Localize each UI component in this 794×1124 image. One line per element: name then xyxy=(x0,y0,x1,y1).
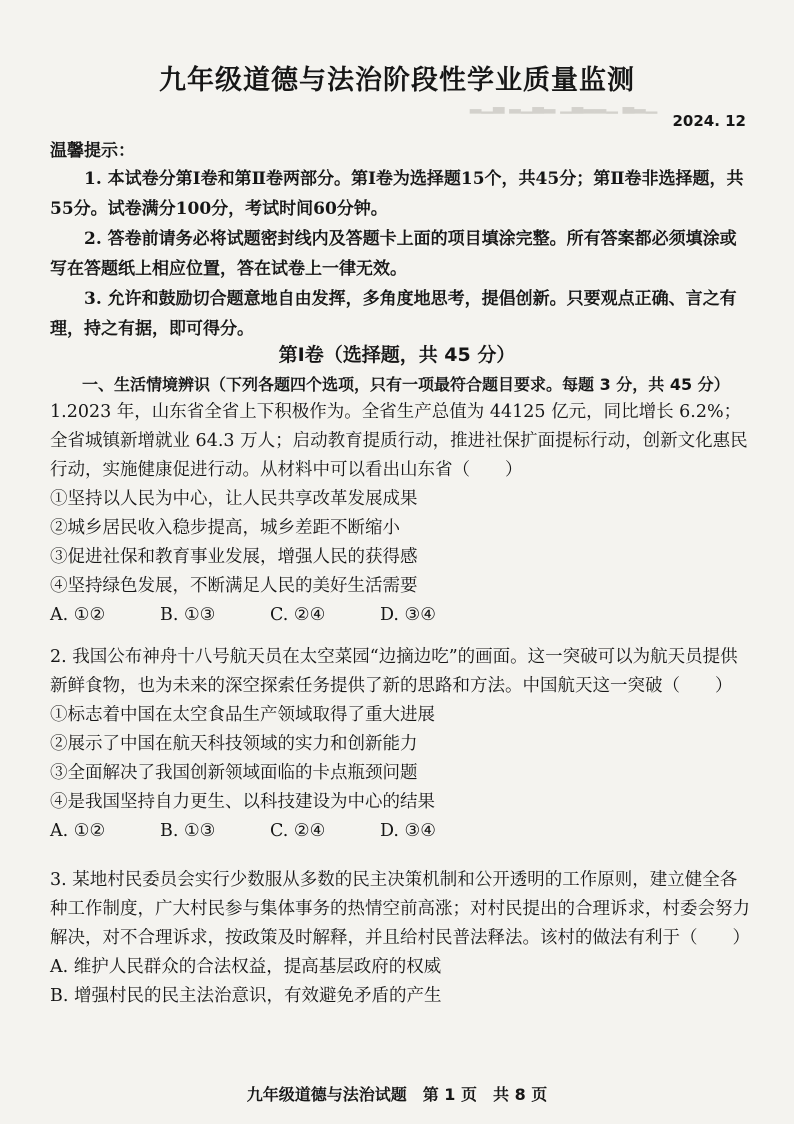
option-c: C. ②④ xyxy=(270,821,326,841)
question-stem: 2. 我国公布神舟十八号航天员在太空菜园“边摘边吃”的画面。这一突破可以为航天员提供新鲜食物，也为未来的深空探索任务提供了新的思路和方法。中国航天这一突破（ ） xyxy=(50,647,738,696)
tip-item: 1. 本试卷分第Ⅰ卷和第Ⅱ卷两部分。第Ⅰ卷为选择题15个，共45分；第Ⅱ卷非选择题，共55分。试卷满分100分，考试时间60分钟。 xyxy=(50,169,744,219)
section-subtitle: 一、生活情境辨识（下列各题四个选项，只有一项最符合题目要求。每题 3 分，共 45 分） xyxy=(82,375,730,394)
tips-list xyxy=(50,164,750,344)
answer-options xyxy=(50,817,750,846)
exam-date: 2024. 12 xyxy=(672,112,746,130)
page-footer: 九年级道德与法治试题 第 1 页 共 8 页 xyxy=(246,1085,548,1104)
bleed-through-decoration: ▁▂▃ ▁▂▂▃▁ ▂▃▁▂ ▃▁▂ xyxy=(470,96,658,114)
option-b: B. ①③ xyxy=(160,605,216,625)
question-statement: ①坚持以人民为中心，让人民共享改革发展成果 xyxy=(50,489,418,509)
question-choice: B. 增强村民的民主法治意识，有效避免矛盾的产生 xyxy=(50,986,442,1006)
option-b: B. ①③ xyxy=(160,821,216,841)
tip-item: 2. 答卷前请务必将试题密封线内及答题卡上面的项目填涂完整。所有答案都必须填涂或写在答题纸上相应位置，答在试卷上一律无效。 xyxy=(50,229,737,279)
question-statement: ②城乡居民收入稳步提高，城乡差距不断缩小 xyxy=(50,518,400,538)
question-3 xyxy=(50,866,750,1011)
tips-heading: 温馨提示： xyxy=(50,141,135,161)
question-statement: ②展示了中国在航天科技领域的实力和创新能力 xyxy=(50,734,418,754)
option-d: D. ③④ xyxy=(380,821,436,841)
question-stem: 3. 某地村民委员会实行少数服从多数的民主决策机制和公开透明的工作原则，建立健全各种工作制度，广大村民参与集体事务的热情空前高涨；对村民提出的合理诉求，村委会努力解决，对不合理诉求，按政策及时解释，并且给村民普法释法。该村的做法有利于（ ） xyxy=(50,870,750,948)
exam-title: 九年级道德与法治阶段性学业质量监测 xyxy=(159,65,635,96)
option-a: A. ①② xyxy=(50,605,106,625)
option-c: C. ②④ xyxy=(270,605,326,625)
option-a: A. ①② xyxy=(50,821,106,841)
question-2 xyxy=(50,643,750,846)
question-stem: 1.2023 年，山东省全省上下积极作为。全省生产总值为 44125 亿元，同比增长 6.2%；全省城镇新增就业 64.3 万人；启动教育提质行动，推进社保扩面提标行动，创新文化惠民行动，实施健康促进行动。从材料中可以看出山东省（ ） xyxy=(50,402,748,480)
question-statement: ①标志着中国在太空食品生产领域取得了重大进展 xyxy=(50,705,435,725)
question-statement: ④是我国坚持自力更生、以科技建设为中心的结果 xyxy=(50,792,435,812)
answer-options xyxy=(50,601,750,630)
question-statement: ③全面解决了我国创新领域面临的卡点瓶颈问题 xyxy=(50,763,418,783)
question-choice: A. 维护人民群众的合法权益，提高基层政府的权威 xyxy=(50,957,442,977)
question-1 xyxy=(50,398,750,630)
question-statement: ③促进社保和教育事业发展，增强人民的获得感 xyxy=(50,547,418,567)
option-d: D. ③④ xyxy=(380,605,436,625)
question-statement: ④坚持绿色发展，不断满足人民的美好生活需要 xyxy=(50,576,418,596)
section-title: 第Ⅰ卷（选择题，共 45 分） xyxy=(278,344,516,366)
tip-item: 3. 允许和鼓励切合题意地自由发挥，多角度地思考，提倡创新。只要观点正确、言之有理，持之有据，即可得分。 xyxy=(50,289,737,339)
